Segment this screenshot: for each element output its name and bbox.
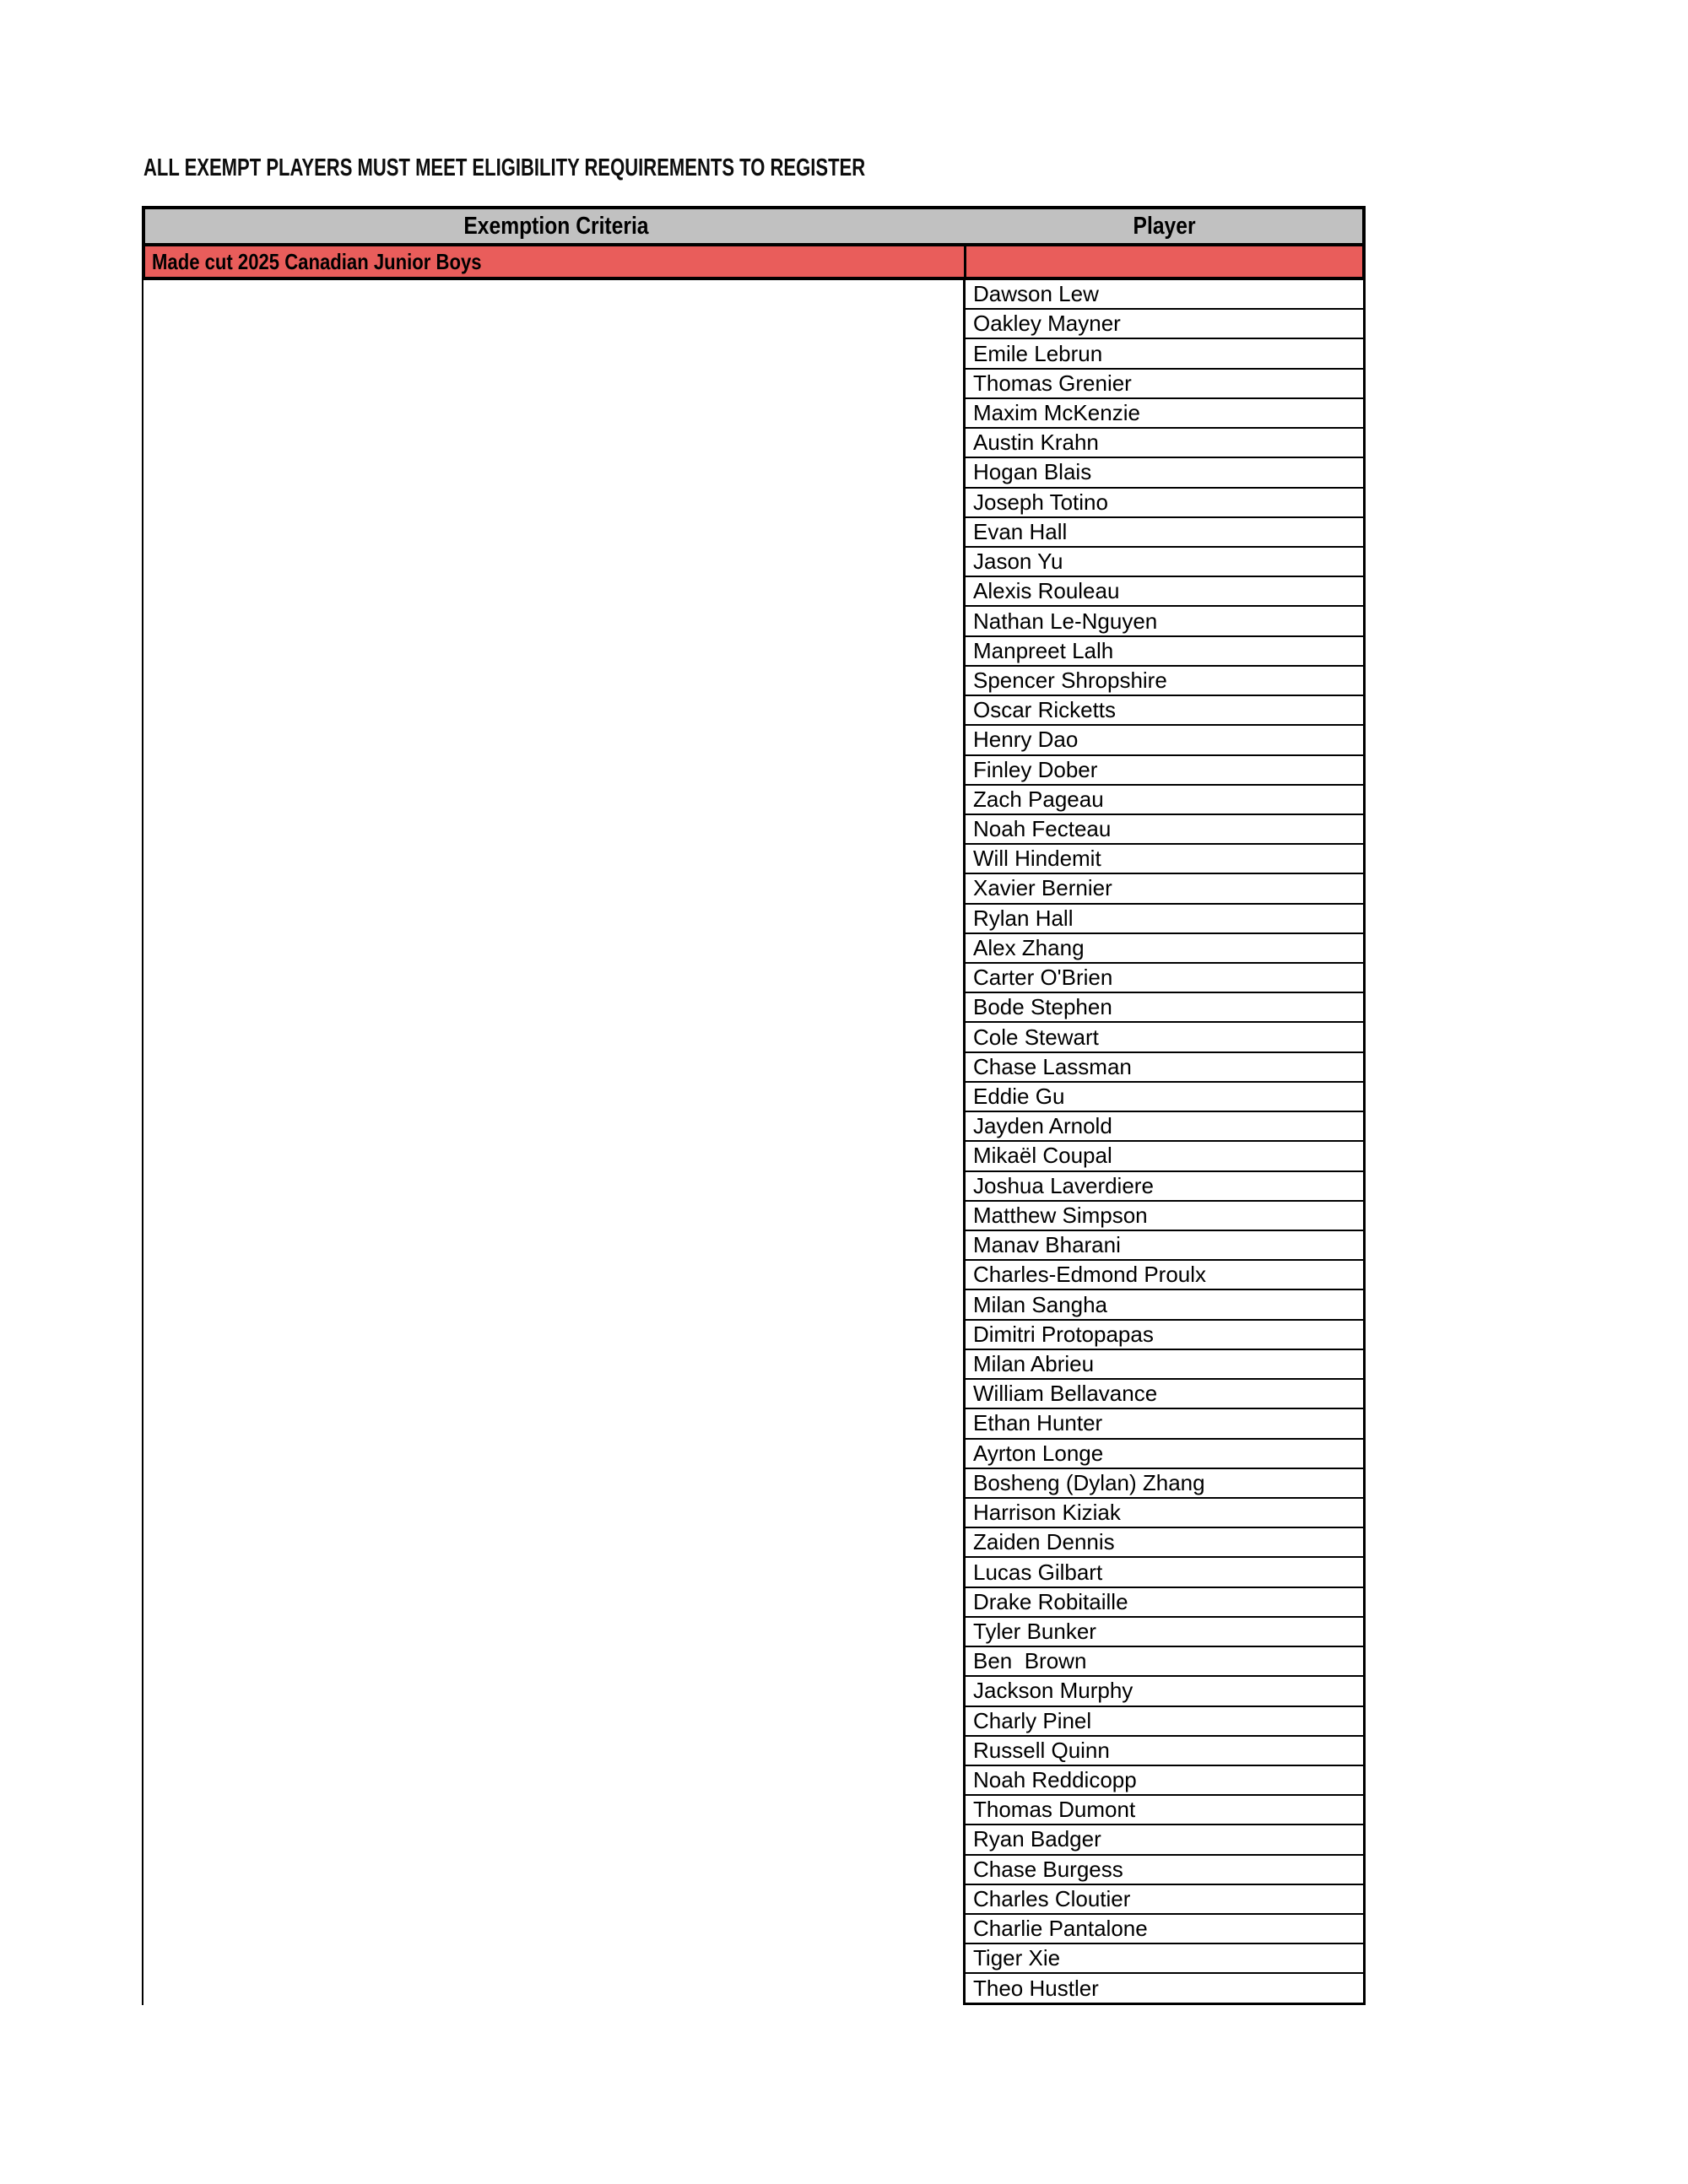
exemption-table: [142, 206, 1366, 2005]
player-row: Oscar Ricketts: [966, 696, 1363, 726]
player-row: Tiger Xie: [966, 1944, 1363, 1974]
player-row: Finley Dober: [966, 756, 1363, 786]
player-row: Bode Stephen: [966, 993, 1363, 1023]
column-header-row: [145, 209, 1362, 246]
player-row: Milan Abrieu: [966, 1350, 1363, 1380]
player-row: Ayrton Longe: [966, 1440, 1363, 1469]
player-row: Spencer Shropshire: [966, 667, 1363, 696]
player-row: Oakley Mayner: [966, 310, 1363, 339]
player-row: Jason Yu: [966, 548, 1363, 577]
player-row: Hogan Blais: [966, 458, 1363, 488]
player-row: Charlie Pantalone: [966, 1915, 1363, 1944]
player-row: Jayden Arnold: [966, 1112, 1363, 1142]
player-row: Theo Hustler: [973, 1975, 1099, 2001]
player-row: Ryan Badger: [966, 1825, 1363, 1855]
player-row: Ben Brown: [966, 1647, 1363, 1677]
player-row: Ethan Hunter: [966, 1409, 1363, 1439]
player-row: Zaiden Dennis: [966, 1528, 1363, 1558]
player-row: Chase Burgess: [966, 1856, 1363, 1885]
player-row: Noah Reddicopp: [966, 1766, 1363, 1796]
player-row: Eddie Gu: [966, 1083, 1363, 1112]
player-row: Manpreet Lalh: [966, 637, 1363, 667]
player-row: Noah Fecteau: [966, 815, 1363, 845]
player-row: Henry Dao: [966, 726, 1363, 755]
player-row: Tyler Bunker: [966, 1618, 1363, 1647]
player-row: Emile Lebrun: [966, 339, 1363, 369]
player-row: William Bellavance: [966, 1380, 1363, 1409]
player-row: Drake Robitaille: [966, 1588, 1363, 1618]
player-row: Xavier Bernier: [966, 874, 1363, 904]
player-row: Harrison Kiziak: [966, 1499, 1363, 1528]
player-row: Carter O'Brien: [966, 964, 1363, 993]
table-body: [142, 280, 1366, 2005]
player-row: Zach Pageau: [966, 786, 1363, 815]
column-header-exemption-criteria: Exemption Criteria: [463, 212, 649, 240]
player-row: Cole Stewart: [966, 1023, 1363, 1052]
player-row: Rylan Hall: [966, 905, 1363, 934]
player-row: Thomas Grenier: [966, 370, 1363, 399]
exemption-criteria-empty-cell: [142, 280, 963, 2005]
player-row: Nathan Le-Nguyen: [966, 607, 1363, 636]
player-row: Manav Bharani: [966, 1231, 1363, 1261]
player-row: Joshua Laverdiere: [966, 1172, 1363, 1202]
player-row: Will Hindemit: [966, 845, 1363, 874]
player-row: Lucas Gilbart: [966, 1558, 1363, 1587]
player-row: Joseph Totino: [966, 489, 1363, 518]
eligibility-notice: ALL EXEMPT PLAYERS MUST MEET ELIGIBILITY REQUIREMENTS TO REGISTER: [143, 154, 866, 181]
player-row: Maxim McKenzie: [966, 399, 1363, 429]
player-row: Jackson Murphy: [966, 1677, 1363, 1706]
player-row: Charles Cloutier: [966, 1885, 1363, 1915]
player-row: Mikaël Coupal: [966, 1142, 1363, 1171]
player-list: [963, 280, 1366, 2005]
player-row: Thomas Dumont: [966, 1796, 1363, 1825]
player-header-cell: [966, 209, 1362, 243]
player-row: Dawson Lew: [966, 280, 1363, 310]
column-header-player: Player: [1133, 212, 1196, 240]
player-row: Chase Lassman: [966, 1053, 1363, 1083]
exemption-group-empty-cell: [966, 246, 1362, 277]
exemption-group-cell: [145, 246, 966, 277]
player-row: Dimitri Protopapas: [966, 1321, 1363, 1350]
exemption-group-label: Made cut 2025 Canadian Junior Boys: [152, 248, 482, 274]
exemption-criteria-header-cell: [145, 209, 966, 243]
player-row: Charles-Edmond Proulx: [966, 1261, 1363, 1290]
player-row: Alex Zhang: [966, 934, 1363, 964]
table-header-block: [142, 206, 1366, 280]
player-row: Russell Quinn: [966, 1737, 1363, 1766]
player-row: Evan Hall: [966, 518, 1363, 548]
player-row: Bosheng (Dylan) Zhang: [966, 1469, 1363, 1499]
player-row: Milan Sangha: [966, 1290, 1363, 1320]
player-row: Alexis Rouleau: [966, 577, 1363, 607]
exemption-group-row: [145, 246, 1362, 277]
player-row: Charly Pinel: [966, 1707, 1363, 1737]
player-row: Matthew Simpson: [966, 1202, 1363, 1231]
player-row: Austin Krahn: [966, 429, 1363, 458]
